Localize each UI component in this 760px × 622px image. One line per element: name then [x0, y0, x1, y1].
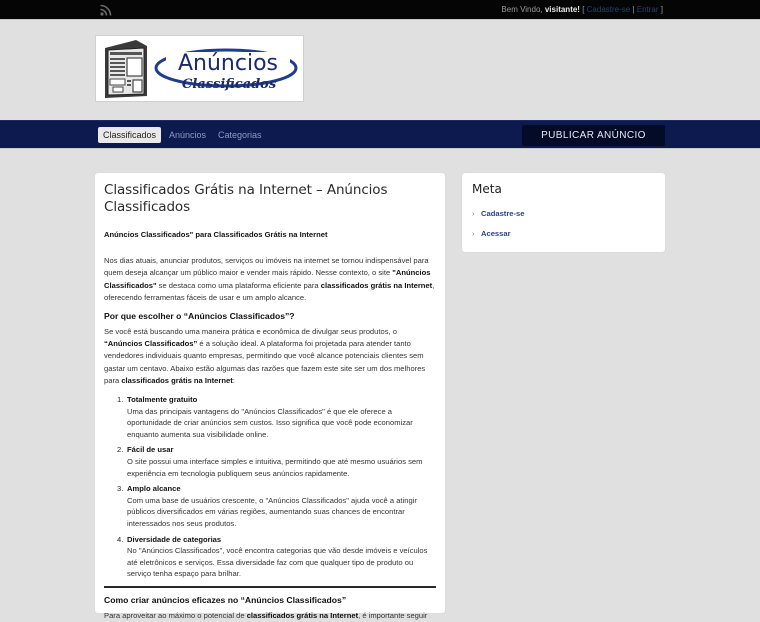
publish-ad-button[interactable]: PUBLICAR ANÚNCIO [522, 125, 665, 146]
site-logo[interactable] [95, 35, 304, 102]
main-nav [0, 120, 760, 149]
rss-icon[interactable] [100, 4, 112, 16]
nav-item-categorias[interactable]: Categorias [218, 130, 262, 140]
article-card [95, 173, 445, 620]
reason-item: 1. Totalmente gratuito Uma das principais vantagens do "Anúncios Classificados" é que ele oferece a oportunidade de criar anúncios sem custos. Isso significa que você pode economizar enquanto aumenta sua visibilidade online. [117, 395, 413, 439]
meta-widget [462, 173, 665, 252]
intro-paragraph: Nos dias atuais, anunciar produtos, serviços ou imóveis na internet se tornou indispensável para quem deseja alcançar um público maior e vender mais rápido. Nesse contexto, o site "Anúncios Classificados" se destaca como uma plataforma eficiente para classificados grátis na Internet, oferecendo ferramentas fáceis de usar e um amplo alcance. [104, 256, 435, 302]
reasons-list [117, 394, 436, 580]
login-link[interactable]: Entrar [636, 5, 659, 14]
register-link[interactable]: Cadastre-se [586, 5, 631, 14]
how-paragraph: Para aproveitar ao máximo o potencial de classificados grátis na Internet, é importante seguir [104, 610, 428, 620]
reason-item: 4. Diversidade de categorias No "Anúncios Classificados", você encontra categorias que vão desde imóveis e veículos até eletrônicos e serviços. Essa diversidade faz com que qualquer tipo de produto ou serviço tenha espaço para brilhar. [117, 534, 428, 579]
top-bar [0, 0, 760, 20]
chevron-right-icon: › [472, 229, 475, 238]
why-heading: Por que escolher o “Anúncios Classificados”? [104, 311, 295, 322]
welcome-message [501, 5, 663, 14]
nav-item-classificados[interactable]: Classificados [98, 127, 161, 143]
reason-item: 2. Fácil de usar O site possui uma interface simples e intuitiva, permitindo que até mesmo usuários sem experiência em tecnologia publiquem seus anúncios rapidamente. [117, 445, 423, 478]
separator: | [630, 5, 637, 14]
section-divider [104, 586, 436, 588]
why-paragraph: Se você está buscando uma maneira prática e econômica de divulgar seus produtos, o “Anúncios Classificados” é a solução ideal. A plataforma foi projetada para atender tanto vendedores individuais quanto empresas, permitindo que você alcance potenciais clientes sem gastar um centavo. Abaixo estão algumas das razões que fazem este site ser um dos melhores para classificados grátis na Internet: [104, 327, 426, 385]
article-title: Classificados Grátis na Internet – Anúncios Classificados [104, 182, 388, 215]
chevron-right-icon: › [472, 209, 475, 218]
bracket-close: ] [658, 5, 663, 14]
svg-text:Anúncios: Anúncios [178, 51, 279, 76]
article-lead: Anúncios Classificados" para Classificados Grátis na Internet [104, 230, 328, 239]
nav-item-anuncios[interactable]: Anúncios [169, 130, 207, 140]
how-heading: Como criar anúncios eficazes no “Anúncios Classificados” [104, 594, 347, 605]
welcome-user: visitante! [544, 5, 580, 14]
bracket-open: [ [579, 5, 587, 14]
newspaper-logo-icon [96, 36, 305, 103]
meta-register-link[interactable]: › Cadastre-se [472, 209, 525, 218]
reason-item: 3. Amplo alcance Com uma base de usuários crescente, o "Anúncios Classificados" ajuda você a atingir públicos diversificados em várias regiões, aumentando suas chances de encontrar interessados nos seus produtos. [117, 484, 417, 528]
meta-login-link[interactable]: › Acessar [472, 229, 511, 238]
meta-title: Meta [472, 182, 502, 196]
welcome-prefix: Bem Vindo, [501, 5, 545, 14]
svg-text:Classificados: Classificados [182, 77, 277, 92]
